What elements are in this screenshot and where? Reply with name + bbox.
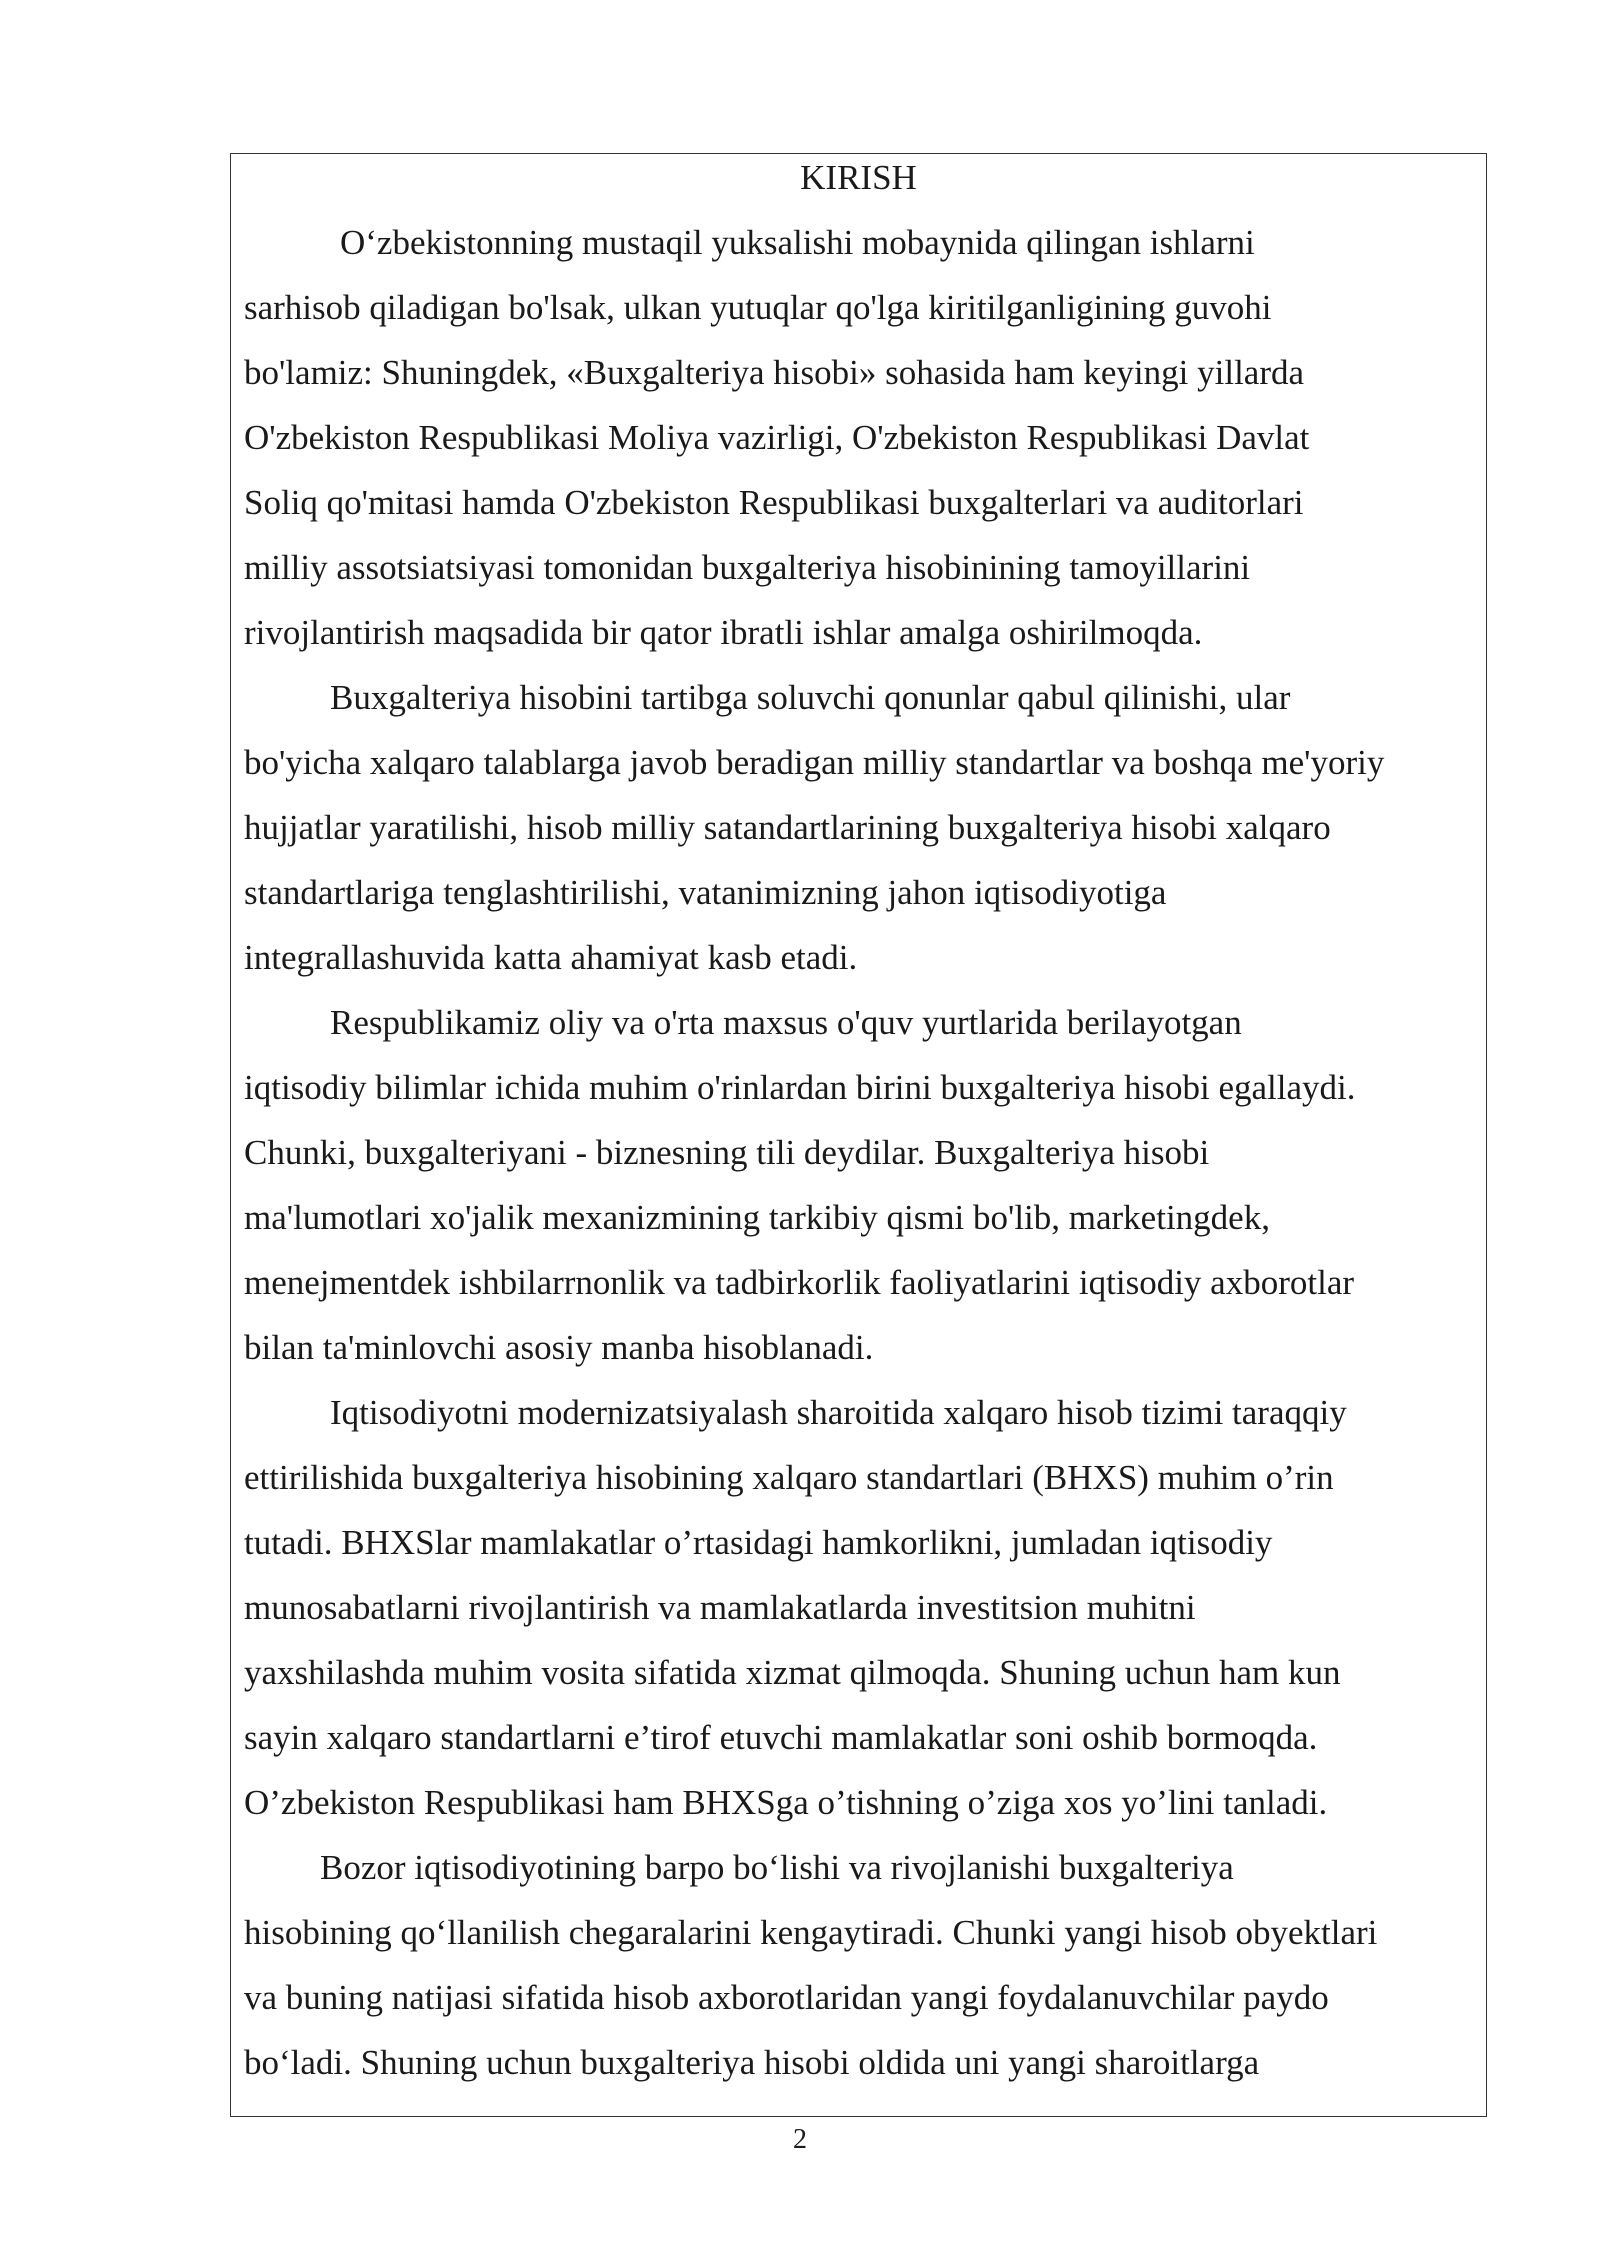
text-line: bilan ta'minlovchi asosiy manba hisoblanadi.: [244, 1328, 874, 1367]
text-line: bo'lamiz: Shuningdek, «Buxgalteriya hisobi» sohasida ham keyingi yillarda: [244, 353, 1305, 392]
text-line: munosabatlarni rivojlantirish va mamlakatlarda investitsion muhitni: [244, 1588, 1196, 1627]
text-line: standartlariga tenglashtirilishi, vatanimizning jahon iqtisodiyotiga: [244, 873, 1167, 912]
text-line: iqtisodiy bilimlar ichida muhim o'rinlardan birini buxgalteriya hisobi egallaydi.: [244, 1068, 1356, 1107]
text-line: hisobining qo‘llanilish chegaralarini kengaytiradi. Chunki yangi hisob obyektlari: [244, 1913, 1378, 1952]
text-line: rivojlantirish maqsadida bir qator ibratli ishlar amalga oshirilmoqda.: [244, 613, 1203, 652]
text-line: ettirilishida buxgalteriya hisobining xalqaro standartlari (BHXS) muhim o’rin: [244, 1458, 1334, 1497]
text-line: yaxshilashda muhim vosita sifatida xizmat qilmoqda. Shuning uchun ham kun: [244, 1653, 1341, 1692]
text-line: Buxgalteriya hisobini tartibga soluvchi qonunlar qabul qilinishi, ular: [330, 678, 1291, 717]
text-line: sarhisob qiladigan bo'lsak, ulkan yutuqlar qo'lga kiritilganligining guvohi: [244, 288, 1272, 327]
text-line: hujjatlar yaratilishi, hisob milliy satandartlarining buxgalteriya hisobi xalqaro: [244, 808, 1331, 847]
text-line: Respublikamiz oliy va o'rta maxsus o'quv yurtlarida berilayotgan: [330, 1003, 1242, 1042]
text-line: integrallashuvida katta ahamiyat kasb etadi.: [244, 938, 858, 977]
text-line: va buning natijasi sifatida hisob axborotlaridan yangi foydalanuvchilar paydo: [244, 1978, 1329, 2017]
text-line: bo'yicha xalqaro talablarga javob beradigan milliy standartlar va boshqa me'yoriy: [244, 743, 1385, 782]
text-line: tutadi. BHXSlar mamlakatlar o’rtasidagi hamkorlikni, jumladan iqtisodiy: [244, 1523, 1273, 1562]
text-line: menejmentdek ishbilarrnonlik va tadbirkorlik faoliyatlarini iqtisodiy axborotlar: [244, 1263, 1355, 1302]
page-title: KIRISH: [800, 158, 917, 197]
text-line: Soliq qo'mitasi hamda O'zbekiston Respublikasi buxgalterlari va auditorlari: [244, 483, 1304, 522]
text-line: O’zbekiston Respublikasi ham BHXSga o’tishning o’ziga xos yo’lini tanladi.: [244, 1783, 1328, 1822]
page-number: 2: [793, 2124, 807, 2155]
text-line: O'zbekiston Respublikasi Moliya vazirligi, O'zbekiston Respublikasi Davlat: [244, 418, 1310, 457]
text-line: ma'lumotlari xo'jalik mexanizmining tarkibiy qismi bo'lib, marketingdek,: [244, 1198, 1270, 1237]
text-line: Iqtisodiyotni modernizatsiyalash sharoitida xalqaro hisob tizimi taraqqiy: [330, 1393, 1347, 1432]
text-line: O‘zbekistonning mustaqil yuksalishi mobaynida qilingan ishlarni: [340, 223, 1255, 262]
text-line: sayin xalqaro standartlarni e’tirof etuvchi mamlakatlar soni oshib bormoqda.: [244, 1718, 1318, 1757]
text-line: Chunki, buxgalteriyani - biznesning tili deydilar. Buxgalteriya hisobi: [244, 1133, 1210, 1172]
text-line: milliy assotsiatsiyasi tomonidan buxgalteriya hisobinining tamoyillarini: [244, 548, 1251, 587]
text-line: Bozor iqtisodiyotining barpo bo‘lishi va rivojlanishi buxgalteriya: [320, 1848, 1234, 1887]
text-line: bo‘ladi. Shuning uchun buxgalteriya hisobi oldida uni yangi sharoitlarga: [244, 2043, 1260, 2082]
